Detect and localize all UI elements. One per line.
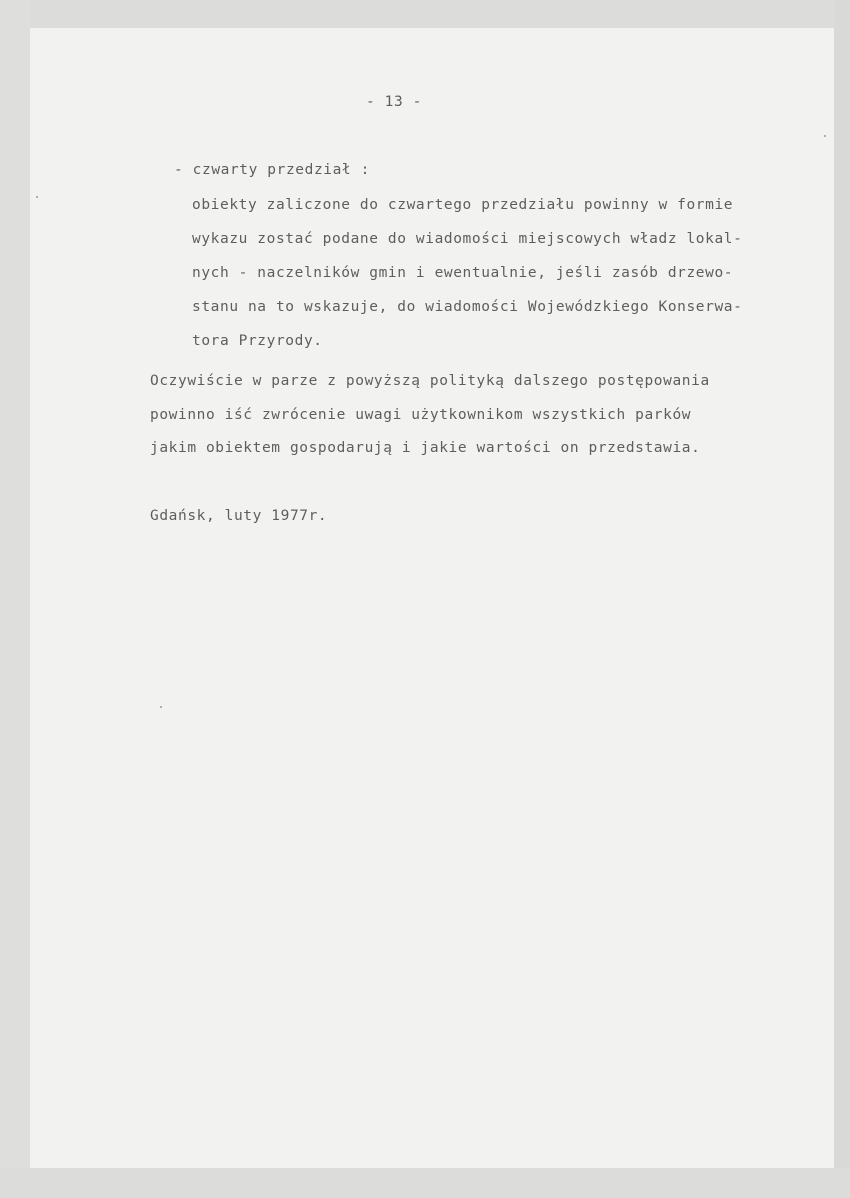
text-line: Oczywiście w parze z powyższą polityką dalszego postępowania bbox=[150, 373, 710, 389]
text-line: powinno iść zwrócenie uwagi użytkownikom wszystkich parków bbox=[150, 407, 692, 423]
text-line: tora Przyrody. bbox=[192, 333, 323, 349]
text-line: - czwarty przedział : bbox=[174, 162, 370, 178]
date-signature-line: Gdańsk, luty 1977r. bbox=[150, 508, 328, 524]
page-number: - 13 - bbox=[366, 94, 422, 110]
text-line: nych - naczelników gmin i ewentualnie, jeśli zasób drzewo- bbox=[192, 265, 734, 281]
text-line: jakim obiektem gospodarują i jakie wartości on przedstawia. bbox=[150, 440, 701, 456]
text-line: obiekty zaliczone do czwartego przedziału powinny w formie bbox=[192, 197, 734, 213]
text-line: wykazu zostać podane do wiadomości miejscowych władz lokal- bbox=[192, 231, 743, 247]
text-line: stanu na to wskazuje, do wiadomości Wojewódzkiego Konserwa- bbox=[192, 299, 743, 315]
